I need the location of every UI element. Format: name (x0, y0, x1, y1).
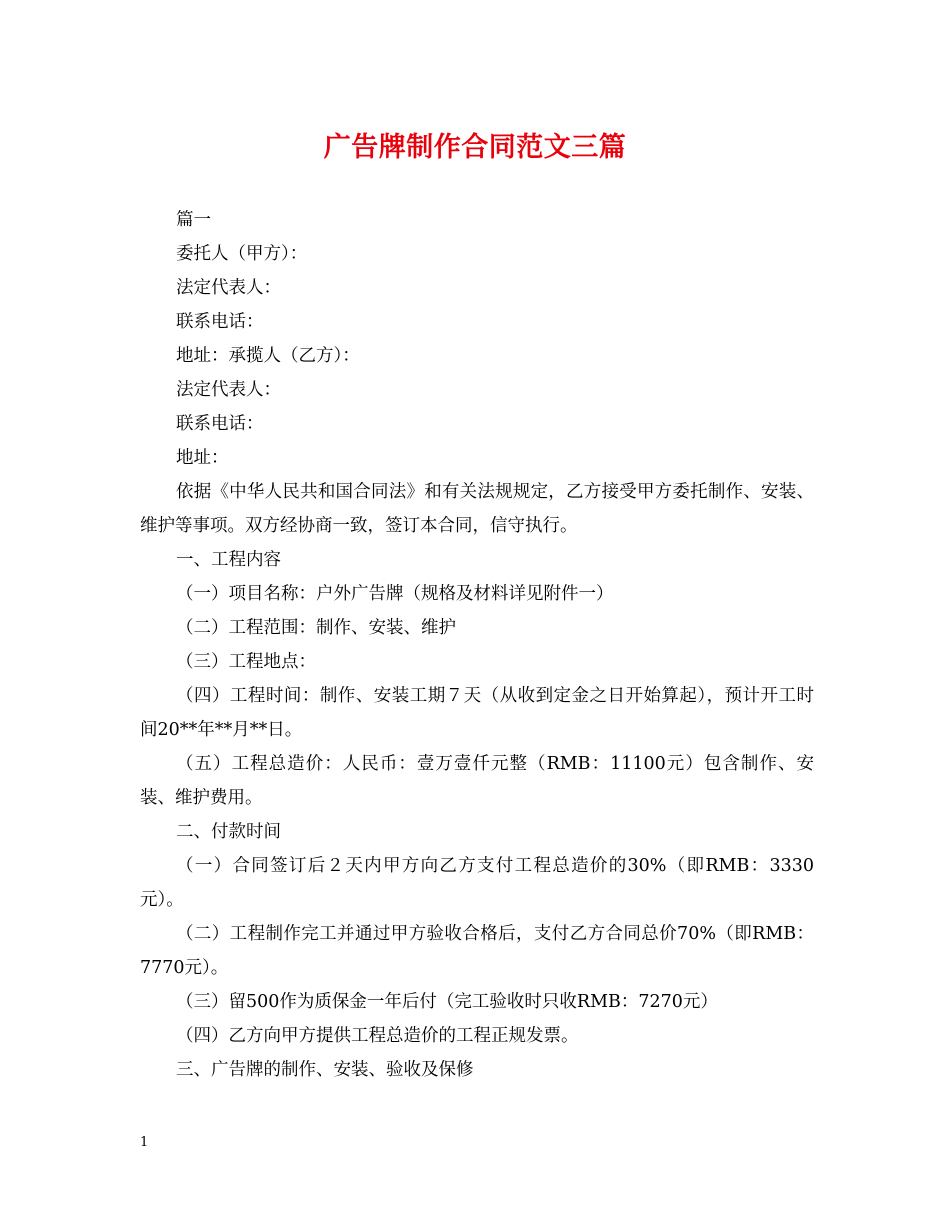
paragraph: 联系电话： (176, 414, 264, 434)
paragraph: 联系电话： (176, 312, 264, 332)
paragraph: 地址：承揽人（乙方）： (176, 346, 360, 366)
paragraph: （三）工程地点： (176, 652, 316, 672)
paragraph: 地址： (176, 448, 229, 468)
paragraph: 法定代表人： (176, 380, 281, 400)
section-heading: 一、工程内容 (176, 550, 281, 570)
paragraph: （二）工程制作完工并通过甲方验收合格后，支付乙方合同总价70%（即RMB：7770元）。 (140, 924, 814, 978)
paragraph: 法定代表人： (176, 278, 281, 298)
section-heading: 二、付款时间 (176, 822, 281, 842)
paragraph: 依据《中华人民共和国合同法》和有关法规规定，乙方接受甲方委托制作、安装、维护等事项。双方经协商一致，签订本合同，信守执行。 (140, 482, 814, 536)
paragraph: （一）项目名称：户外广告牌（规格及材料详见附件一） (176, 584, 614, 604)
paragraph: （四）工程时间：制作、安装工期７天（从收到定金之日开始算起），预计开工时间20**年**月**日。 (140, 686, 814, 740)
paragraph: （五）工程总造价：人民币：壹万壹仟元整（RMB：11100元）包含制作、安装、维护费用。 (140, 754, 814, 808)
paragraph: （四）乙方向甲方提供工程总造价的工程正规发票。 (176, 1026, 579, 1046)
document-body (140, 203, 814, 1087)
page-number: 1 (140, 1135, 149, 1150)
section-heading: 三、广告牌的制作、安装、验收及保修 (176, 1060, 474, 1080)
paragraph: 委托人（甲方）： (176, 244, 308, 264)
document-title: 广告牌制作合同范文三篇 (323, 132, 627, 163)
paragraph: （二）工程范围：制作、安装、维护 (176, 618, 456, 638)
paragraph: （三）留500作为质保金一年后付（完工验收时只收RMB：7270元） (176, 992, 718, 1012)
paragraph: （一）合同签订后２天内甲方向乙方支付工程总造价的30%（即RMB：3330元）。 (140, 856, 814, 910)
paragraph: 篇一 (176, 210, 211, 230)
